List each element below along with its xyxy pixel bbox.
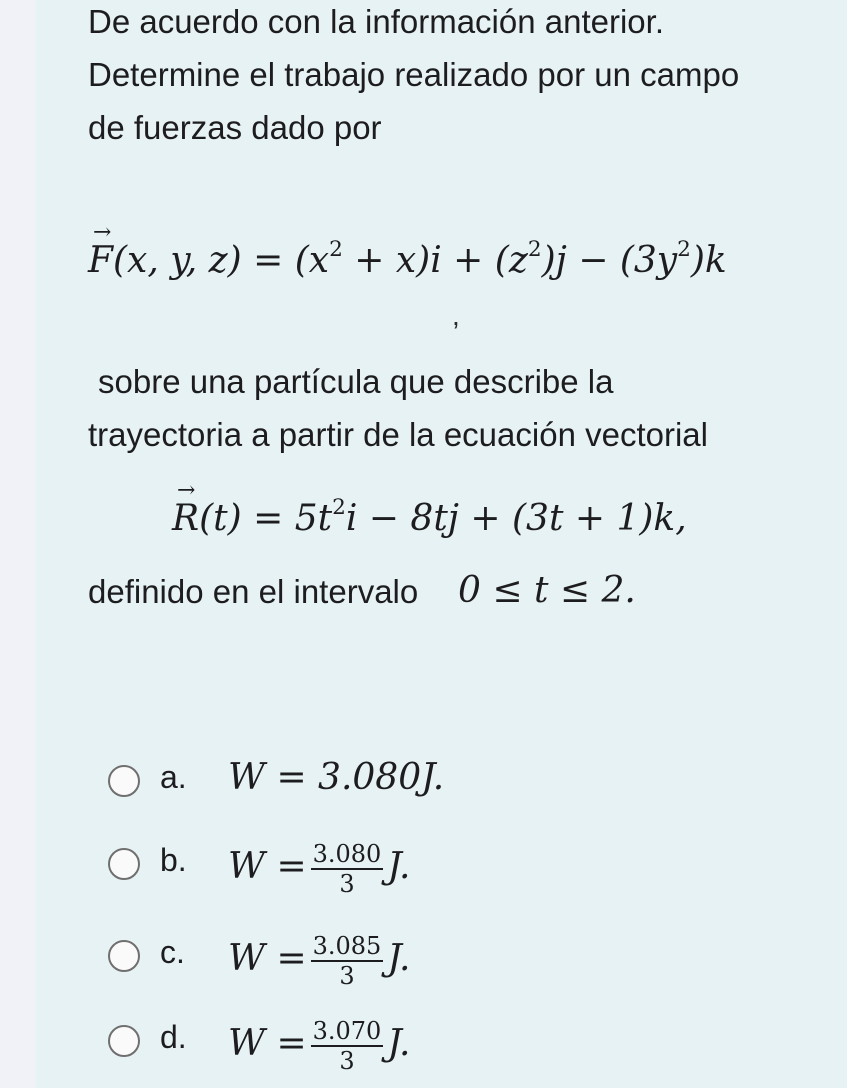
option-b[interactable] xyxy=(108,838,628,898)
option-a-letter: a. xyxy=(160,759,187,795)
option-b-answer: W = $\frac{3.080}{3}$ J. xyxy=(228,840,411,898)
option-d-letter: d. xyxy=(160,1019,187,1055)
stray-comma-mark: , xyxy=(452,300,460,331)
question-card xyxy=(36,0,847,1088)
force-vector-symbol: → F xyxy=(88,220,113,281)
question-line-4: sobre una partícula que describe la xyxy=(98,363,614,400)
question-line-2: Determine el trabajo realizado por un campo xyxy=(88,56,740,93)
option-d-answer: W = $\frac{3.070}{3}$ J. xyxy=(228,1017,411,1075)
position-vector-symbol: → R xyxy=(172,478,200,539)
option-a-radio[interactable] xyxy=(108,765,140,797)
question-line-1: De acuerdo con la información anterior. xyxy=(88,3,664,40)
option-b-letter: b. xyxy=(160,842,187,878)
option-a[interactable] xyxy=(108,755,628,815)
option-d[interactable] xyxy=(108,1015,628,1075)
option-c-letter: c. xyxy=(160,934,185,970)
force-field-equation: → F(x, y, $z) = (x^2 + x)i + (z^2)j - (3y^2)k$ xyxy=(88,220,727,281)
question-line-6: definido en el intervalo xyxy=(88,573,419,610)
question-line-3: de fuerzas dado por xyxy=(88,109,382,146)
option-d-radio[interactable] xyxy=(108,1025,140,1057)
question-line-5: trayectoria a partir de la ecuación vectorial xyxy=(88,416,708,453)
option-a-answer: W = 3.080J. xyxy=(228,757,445,798)
option-c-answer: W = $\frac{3.085}{3}$ J. xyxy=(228,932,411,990)
option-c[interactable] xyxy=(108,930,628,990)
option-b-radio[interactable] xyxy=(108,848,140,880)
option-b-fraction: $\frac{3.080}{3}$ xyxy=(312,840,382,898)
interval-expression: 0 ≤ t ≤ 2. xyxy=(458,570,636,611)
option-d-fraction: $\frac{3.070}{3}$ xyxy=(312,1017,382,1075)
option-c-fraction: $\frac{3.085}{3}$ xyxy=(312,932,382,990)
trajectory-equation: → $R(t) = 5t^2i - 8tj + (3t + 1)k$, xyxy=(172,478,687,539)
option-c-radio[interactable] xyxy=(108,940,140,972)
